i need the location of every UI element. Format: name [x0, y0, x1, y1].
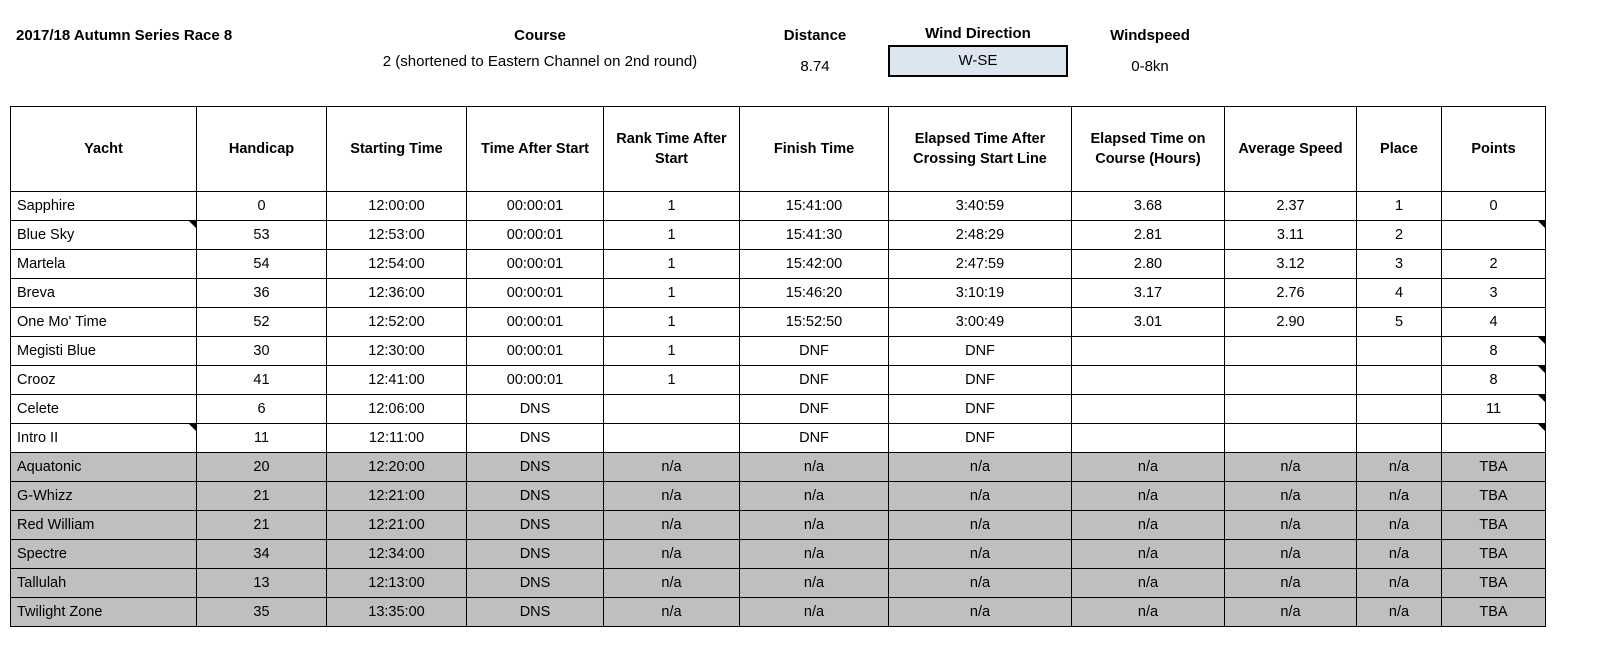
cell-after[interactable]: 00:00:01 — [467, 221, 604, 250]
cell-yacht[interactable]: Breva — [11, 279, 197, 308]
cell-rank[interactable]: 1 — [604, 250, 740, 279]
cell-after[interactable]: DNS — [467, 511, 604, 540]
col-header-place: Place — [1357, 107, 1442, 192]
cell-elapsed[interactable]: DNF — [889, 366, 1072, 395]
cell-start[interactable]: 13:35:00 — [327, 598, 467, 627]
cell-points[interactable]: 4 — [1442, 308, 1546, 337]
cell-hours[interactable]: 3.68 — [1072, 192, 1225, 221]
cell-elapsed[interactable]: 3:10:19 — [889, 279, 1072, 308]
race-title: 2017/18 Autumn Series Race 8 — [16, 27, 233, 44]
cell-elapsed[interactable]: n/a — [889, 453, 1072, 482]
cell-place[interactable]: n/a — [1357, 598, 1442, 627]
cell-handicap[interactable]: 54 — [197, 250, 327, 279]
windspeed-label: Windspeed — [1110, 27, 1190, 44]
cell-start[interactable]: 12:20:00 — [327, 453, 467, 482]
cell-after[interactable]: DNS — [467, 395, 604, 424]
cell-after[interactable]: DNS — [467, 598, 604, 627]
cell-elapsed[interactable]: 2:47:59 — [889, 250, 1072, 279]
comment-indicator-icon — [189, 221, 196, 228]
cell-hours[interactable]: n/a — [1072, 482, 1225, 511]
cell-place[interactable]: 4 — [1357, 279, 1442, 308]
cell-rank[interactable]: 1 — [604, 192, 740, 221]
distance-value: 8.74 — [800, 58, 830, 75]
cell-speed[interactable]: 2.37 — [1225, 192, 1357, 221]
col-header-points: Points — [1442, 107, 1546, 192]
table-row — [11, 366, 1546, 395]
cell-handicap[interactable]: 20 — [197, 453, 327, 482]
cell-place[interactable]: n/a — [1357, 453, 1442, 482]
cell-yacht[interactable]: Crooz — [11, 366, 197, 395]
cell-yacht[interactable]: Spectre — [11, 540, 197, 569]
comment-indicator-icon — [189, 424, 196, 431]
cell-hours[interactable]: n/a — [1072, 598, 1225, 627]
cell-yacht[interactable]: Intro II — [11, 424, 197, 453]
cell-place[interactable] — [1357, 366, 1442, 395]
comment-indicator-icon — [1538, 366, 1545, 373]
cell-yacht[interactable]: Sapphire — [11, 192, 197, 221]
cell-rank[interactable]: n/a — [604, 598, 740, 627]
cell-points[interactable]: TBA — [1442, 598, 1546, 627]
cell-points[interactable]: 2 — [1442, 250, 1546, 279]
cell-after[interactable]: DNS — [467, 569, 604, 598]
cell-points[interactable] — [1442, 221, 1546, 250]
results-table — [10, 106, 1546, 627]
cell-points[interactable]: 8 — [1442, 366, 1546, 395]
cell-rank[interactable]: 1 — [604, 279, 740, 308]
cell-rank[interactable]: n/a — [604, 453, 740, 482]
table-row — [11, 192, 1546, 221]
distance-label: Distance — [783, 27, 847, 44]
cell-hours[interactable]: n/a — [1072, 569, 1225, 598]
cell-finish[interactable]: 15:52:50 — [740, 308, 889, 337]
comment-indicator-icon — [1538, 395, 1545, 402]
cell-handicap[interactable]: 34 — [197, 540, 327, 569]
cell-speed[interactable] — [1225, 424, 1357, 453]
cell-elapsed[interactable]: DNF — [889, 337, 1072, 366]
col-header-elapsed-after-start-line: Elapsed Time After Crossing Start Line — [889, 107, 1072, 192]
table-row — [11, 569, 1546, 598]
cell-rank[interactable]: 1 — [604, 366, 740, 395]
cell-finish[interactable]: DNF — [740, 366, 889, 395]
wind-direction-value[interactable]: W-SE — [888, 45, 1068, 77]
course-label: Course — [514, 27, 566, 44]
col-header-time-after-start: Time After Start — [467, 107, 604, 192]
cell-hours[interactable] — [1072, 337, 1225, 366]
cell-after[interactable]: DNS — [467, 540, 604, 569]
cell-elapsed[interactable]: 3:40:59 — [889, 192, 1072, 221]
col-header-average-speed: Average Speed — [1225, 107, 1357, 192]
cell-points[interactable] — [1442, 424, 1546, 453]
cell-elapsed[interactable]: n/a — [889, 511, 1072, 540]
cell-rank[interactable]: 1 — [604, 221, 740, 250]
cell-elapsed[interactable]: 3:00:49 — [889, 308, 1072, 337]
cell-handicap[interactable]: 30 — [197, 337, 327, 366]
table-row — [11, 424, 1546, 453]
cell-start[interactable]: 12:52:00 — [327, 308, 467, 337]
cell-start[interactable]: 12:21:00 — [327, 511, 467, 540]
header-row — [11, 107, 1546, 192]
cell-after[interactable]: 00:00:01 — [467, 279, 604, 308]
cell-hours[interactable]: 3.17 — [1072, 279, 1225, 308]
cell-place[interactable]: n/a — [1357, 540, 1442, 569]
cell-start[interactable]: 12:41:00 — [327, 366, 467, 395]
cell-place[interactable] — [1357, 424, 1442, 453]
cell-speed[interactable]: 2.90 — [1225, 308, 1357, 337]
col-header-handicap: Handicap — [197, 107, 327, 192]
table-row — [11, 453, 1546, 482]
cell-elapsed[interactable]: n/a — [889, 482, 1072, 511]
cell-rank[interactable]: n/a — [604, 511, 740, 540]
cell-place[interactable]: 1 — [1357, 192, 1442, 221]
comment-indicator-icon — [1538, 424, 1545, 431]
cell-yacht[interactable]: Martela — [11, 250, 197, 279]
cell-points[interactable]: 0 — [1442, 192, 1546, 221]
cell-handicap[interactable]: 35 — [197, 598, 327, 627]
wind-direction-label: Wind Direction — [925, 25, 1031, 42]
cell-finish[interactable]: 15:41:00 — [740, 192, 889, 221]
cell-handicap[interactable]: 0 — [197, 192, 327, 221]
cell-finish[interactable]: n/a — [740, 511, 889, 540]
table-row — [11, 511, 1546, 540]
cell-speed[interactable]: 3.11 — [1225, 221, 1357, 250]
col-header-starting-time: Starting Time — [327, 107, 467, 192]
comment-indicator-icon — [1538, 337, 1545, 344]
table-row — [11, 540, 1546, 569]
cell-speed[interactable] — [1225, 366, 1357, 395]
cell-start[interactable]: 12:36:00 — [327, 279, 467, 308]
cell-yacht[interactable]: Tallulah — [11, 569, 197, 598]
cell-elapsed[interactable]: DNF — [889, 395, 1072, 424]
cell-start[interactable]: 12:11:00 — [327, 424, 467, 453]
cell-start[interactable]: 12:00:00 — [327, 192, 467, 221]
cell-finish[interactable]: n/a — [740, 540, 889, 569]
table-row — [11, 308, 1546, 337]
cell-speed[interactable] — [1225, 337, 1357, 366]
cell-finish[interactable]: DNF — [740, 395, 889, 424]
col-header-yacht: Yacht — [11, 107, 197, 192]
cell-start[interactable]: 12:13:00 — [327, 569, 467, 598]
cell-start[interactable]: 12:34:00 — [327, 540, 467, 569]
cell-place[interactable]: 2 — [1357, 221, 1442, 250]
cell-finish[interactable]: DNF — [740, 424, 889, 453]
table-row — [11, 598, 1546, 627]
cell-place[interactable] — [1357, 337, 1442, 366]
cell-place[interactable]: 5 — [1357, 308, 1442, 337]
comment-indicator-icon — [1538, 221, 1545, 228]
cell-handicap[interactable]: 6 — [197, 395, 327, 424]
cell-speed[interactable]: 3.12 — [1225, 250, 1357, 279]
cell-elapsed[interactable]: n/a — [889, 598, 1072, 627]
cell-handicap[interactable]: 11 — [197, 424, 327, 453]
cell-elapsed[interactable]: DNF — [889, 424, 1072, 453]
cell-hours[interactable]: n/a — [1072, 453, 1225, 482]
cell-speed[interactable]: n/a — [1225, 598, 1357, 627]
cell-points[interactable]: 8 — [1442, 337, 1546, 366]
cell-place[interactable]: n/a — [1357, 482, 1442, 511]
cell-speed[interactable]: 2.76 — [1225, 279, 1357, 308]
cell-handicap[interactable]: 36 — [197, 279, 327, 308]
cell-after[interactable]: 00:00:01 — [467, 366, 604, 395]
cell-finish[interactable]: DNF — [740, 337, 889, 366]
cell-points[interactable]: 3 — [1442, 279, 1546, 308]
cell-finish[interactable]: n/a — [740, 598, 889, 627]
cell-start[interactable]: 12:06:00 — [327, 395, 467, 424]
col-header-finish-time: Finish Time — [740, 107, 889, 192]
cell-start[interactable]: 12:21:00 — [327, 482, 467, 511]
table-row — [11, 395, 1546, 424]
cell-yacht[interactable]: Aquatonic — [11, 453, 197, 482]
cell-finish[interactable]: 15:42:00 — [740, 250, 889, 279]
cell-handicap[interactable]: 52 — [197, 308, 327, 337]
cell-points[interactable]: TBA — [1442, 511, 1546, 540]
cell-place[interactable]: 3 — [1357, 250, 1442, 279]
cell-yacht[interactable]: G-Whizz — [11, 482, 197, 511]
cell-rank[interactable] — [604, 424, 740, 453]
cell-points[interactable]: TBA — [1442, 453, 1546, 482]
cell-yacht[interactable]: Celete — [11, 395, 197, 424]
cell-yacht[interactable]: Megisti Blue — [11, 337, 197, 366]
cell-speed[interactable] — [1225, 395, 1357, 424]
course-value: 2 (shortened to Eastern Channel on 2nd round) — [382, 53, 698, 70]
cell-after[interactable]: DNS — [467, 453, 604, 482]
cell-elapsed[interactable]: 2:48:29 — [889, 221, 1072, 250]
cell-rank[interactable]: n/a — [604, 569, 740, 598]
cell-speed[interactable]: n/a — [1225, 569, 1357, 598]
cell-rank[interactable]: n/a — [604, 482, 740, 511]
cell-after[interactable]: 00:00:01 — [467, 308, 604, 337]
cell-elapsed[interactable]: n/a — [889, 569, 1072, 598]
cell-place[interactable]: n/a — [1357, 511, 1442, 540]
cell-hours[interactable]: 3.01 — [1072, 308, 1225, 337]
cell-finish[interactable]: n/a — [740, 569, 889, 598]
cell-after[interactable]: DNS — [467, 424, 604, 453]
cell-handicap[interactable]: 21 — [197, 482, 327, 511]
cell-after[interactable]: 00:00:01 — [467, 250, 604, 279]
cell-handicap[interactable]: 53 — [197, 221, 327, 250]
cell-points[interactable]: TBA — [1442, 540, 1546, 569]
cell-hours[interactable]: n/a — [1072, 511, 1225, 540]
cell-finish[interactable]: n/a — [740, 453, 889, 482]
col-header-rank-time-after-start: Rank Time After Start — [604, 107, 740, 192]
cell-handicap[interactable]: 13 — [197, 569, 327, 598]
cell-hours[interactable]: 2.80 — [1072, 250, 1225, 279]
cell-hours[interactable]: 2.81 — [1072, 221, 1225, 250]
cell-start[interactable]: 12:53:00 — [327, 221, 467, 250]
col-header-elapsed-hours: Elapsed Time on Course (Hours) — [1072, 107, 1225, 192]
cell-elapsed[interactable]: n/a — [889, 540, 1072, 569]
cell-hours[interactable]: n/a — [1072, 540, 1225, 569]
cell-finish[interactable]: 15:46:20 — [740, 279, 889, 308]
cell-hours[interactable] — [1072, 424, 1225, 453]
cell-finish[interactable]: n/a — [740, 482, 889, 511]
cell-points[interactable]: 11 — [1442, 395, 1546, 424]
cell-yacht[interactable]: One Mo' Time — [11, 308, 197, 337]
cell-after[interactable]: 00:00:01 — [467, 192, 604, 221]
table-row — [11, 250, 1546, 279]
cell-yacht[interactable]: Blue Sky — [11, 221, 197, 250]
cell-speed[interactable]: n/a — [1225, 482, 1357, 511]
cell-points[interactable]: TBA — [1442, 482, 1546, 511]
cell-hours[interactable] — [1072, 395, 1225, 424]
cell-place[interactable] — [1357, 395, 1442, 424]
cell-rank[interactable]: n/a — [604, 540, 740, 569]
cell-speed[interactable]: n/a — [1225, 540, 1357, 569]
cell-yacht[interactable]: Twilight Zone — [11, 598, 197, 627]
cell-rank[interactable]: 1 — [604, 308, 740, 337]
table-row — [11, 221, 1546, 250]
cell-start[interactable]: 12:54:00 — [327, 250, 467, 279]
cell-rank[interactable] — [604, 395, 740, 424]
cell-handicap[interactable]: 41 — [197, 366, 327, 395]
cell-rank[interactable]: 1 — [604, 337, 740, 366]
cell-speed[interactable]: n/a — [1225, 511, 1357, 540]
cell-finish[interactable]: 15:41:30 — [740, 221, 889, 250]
windspeed-value: 0-8kn — [1131, 58, 1169, 75]
cell-after[interactable]: 00:00:01 — [467, 337, 604, 366]
cell-handicap[interactable]: 21 — [197, 511, 327, 540]
table-row — [11, 482, 1546, 511]
cell-points[interactable]: TBA — [1442, 569, 1546, 598]
cell-yacht[interactable]: Red William — [11, 511, 197, 540]
cell-place[interactable]: n/a — [1357, 569, 1442, 598]
cell-hours[interactable] — [1072, 366, 1225, 395]
cell-speed[interactable]: n/a — [1225, 453, 1357, 482]
cell-after[interactable]: DNS — [467, 482, 604, 511]
table-row — [11, 279, 1546, 308]
table-row — [11, 337, 1546, 366]
cell-start[interactable]: 12:30:00 — [327, 337, 467, 366]
